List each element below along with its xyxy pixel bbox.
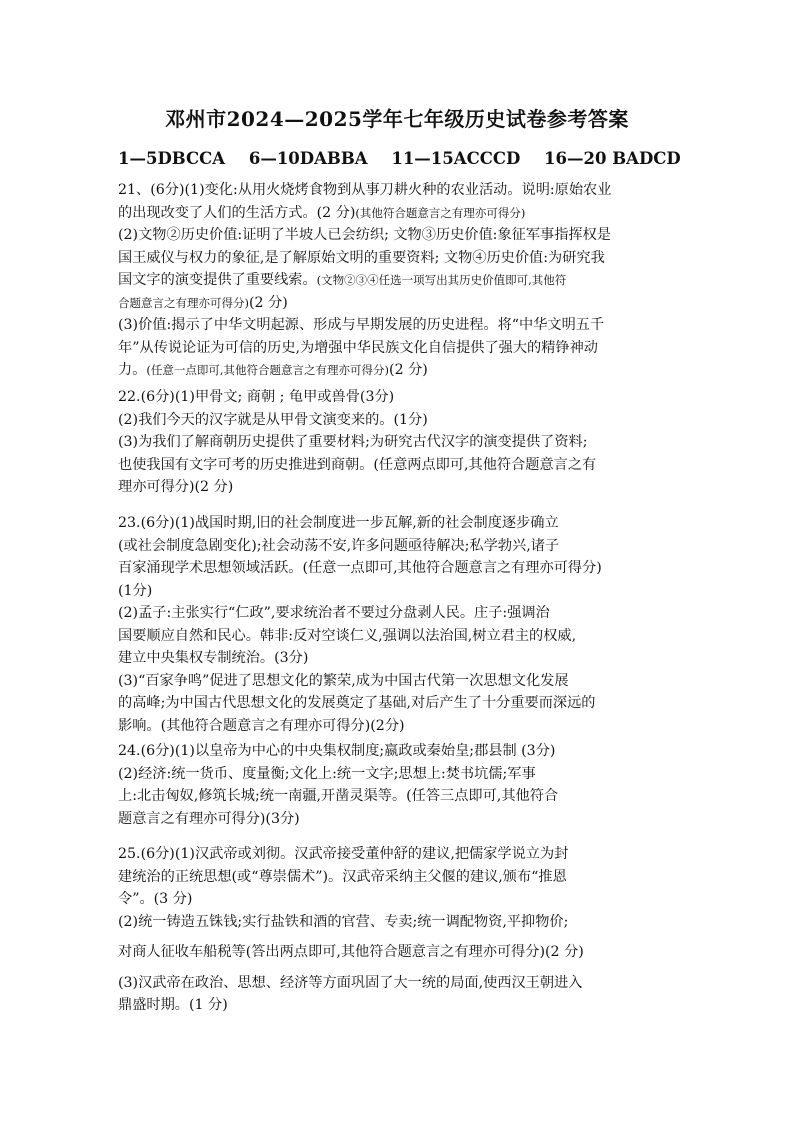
q23-line: 23.(6分)(1)战国时期,旧的社会制度进一步瓦解,新的社会制度逐步确立 [118, 515, 559, 531]
q25-line: (2)统一铸造五铢钱;实行盐铁和酒的官营、专卖;统一调配物资,平抑物价; [118, 913, 569, 930]
q23-line: 百家涌现学术思想领域活跃。(任意一点即可,其他符合题意言之有理亦可得分) [118, 560, 602, 576]
answer-group-6-10: 6—10DABBA [248, 149, 368, 168]
q21-note: (任意一点即可,其他符合题意言之有理亦可得分) [146, 363, 390, 377]
q21-line: 21、(6分)(1)变化:从用火烧烤食物到从事刀耕火种的农业活动。说明:原始农业 [118, 182, 612, 198]
q22-line: (3)为我们了解商朝历史提供了重要材料;为研究古代汉字的演变提供了资料; [118, 434, 588, 450]
q23-line: (或社会制度急剧变化);社会动荡不安,许多问题亟待解决;私学勃兴,诸子 [118, 537, 560, 554]
q21-score: (2 分) [389, 362, 428, 378]
q21-line [118, 202, 684, 225]
q21-text: 的出现改变了人们的生活方式。(2 分) [118, 204, 356, 221]
q21-line [118, 292, 684, 315]
q21-score: (2 分) [249, 294, 288, 311]
q23-line: 影响。(其他符合题意言之有理亦可得分)(2分) [118, 717, 405, 734]
q25-line: 令”。(3 分) [118, 891, 193, 907]
q24-line: 24.(6分)(1)以皇帝为中心的中央集权制度;嬴政或秦始皇;郡县制 (3分) [118, 743, 556, 759]
answer-group-11-15: 11—15ACCCD [391, 149, 521, 168]
q23-line: (1分) [118, 582, 153, 599]
q23-line: 建立中央集权专制统治。(3分) [118, 650, 309, 666]
choice-answers [118, 149, 699, 168]
q24-line: 题意言之有理亦可得分)(3分) [118, 810, 300, 827]
answer-group-1-5: 1—5DBCCA [118, 149, 226, 168]
q22-line: 22.(6分)(1)甲骨文; 商朝 ; 龟甲或兽骨(3分) [118, 389, 395, 405]
q21-line: (3)价值:揭示了中华文明起源、形成与早期发展的历史进程。将“中华文明五千 [118, 317, 605, 333]
q21-line: 国王威仪与权力的象征,是了解原始文明的重要资料; 文物④历史价值:为研究我 [118, 249, 605, 266]
q21-line [118, 269, 684, 292]
q21-note: (文物②③④任选一项写出其历史价值即可,其他符 [316, 273, 567, 287]
question-24-answer [118, 740, 684, 830]
question-22-answer [118, 386, 684, 499]
q21-note: 合题意言之有理亦可得分) [118, 295, 249, 310]
q21-line: (2)文物②历史价值:证明了半坡人已会纺织; 文物③历史价值:象征军事指挥权是 [118, 227, 611, 243]
q21-text: 国文字的演变提供了重要线索。 [118, 272, 317, 288]
question-23-answer [118, 512, 684, 737]
q22-line: (2)我们今天的汉字就是从甲骨文演变来的。(1分) [118, 411, 428, 428]
q24-line: (2)经济:统一货币、度量衡;文化上:统一文字;思想上:焚书坑儒;军事 [118, 765, 536, 782]
q25-line: 建统治的正统思想(或“尊崇儒术”)。汉武帝采纳主父偃的建议,颁布“推恩 [118, 868, 567, 885]
question-21-answer [118, 179, 684, 382]
q21-line: 年”从传说论证为可信的历史,为增强中华民族文化自信提供了强大的精铮神动 [118, 339, 598, 356]
q24-line: 上:北击匈奴,修筑长城;统一南疆,开凿灵渠等。(任答三点即可,其他符合 [118, 788, 559, 804]
q25-line: 25.(6分)(1)汉武帝或刘彻。汉武帝接受董仲舒的建议,把儒家学说立为封 [118, 846, 569, 862]
q21-note: (其他符合题意言之有理亦可得分) [355, 205, 526, 220]
q23-line: (2)孟子:主张实行“仁政”,要求统治者不要过分盘剥人民。庄子:强调治 [118, 605, 550, 621]
q23-line: 国要顺应自然和民心。韩非:反对空谈仁义,强调以法治国,树立君主的权威, [118, 627, 577, 644]
q23-line: (3)“百家争鸣”促进了思想文化的繁荣,成为中国古代第一次思想文化发展 [118, 672, 569, 689]
q22-line: 也使我国有文字可考的历史推进到商朝。(任意两点即可,其他符合题意言之有 [118, 456, 597, 473]
q25-line: 对商人征收车船税等(答出两点即可,其他符合题意言之有理亦可得分)(2 分) [118, 944, 584, 960]
question-25-answer [118, 843, 684, 1017]
page-title: 邓州市2024—2025学年七年级历史试卷参考答案 [165, 107, 629, 131]
q23-line: 的高峰;为中国古代思想文化的发展奠定了基础,对后产生了十分重要而深远的 [118, 695, 596, 711]
q25-line: 鼎盛时期。(1 分) [118, 997, 228, 1013]
q25-line: (3)汉武帝在政治、思想、经济等方面巩固了大一统的局面,使西汉王朝进入 [118, 974, 583, 991]
q22-line: 理亦可得分)(2 分) [118, 479, 234, 495]
answer-group-16-20: 16—20 BADCD [544, 149, 681, 168]
q21-line [118, 359, 684, 382]
q21-text: 力。 [118, 362, 147, 378]
